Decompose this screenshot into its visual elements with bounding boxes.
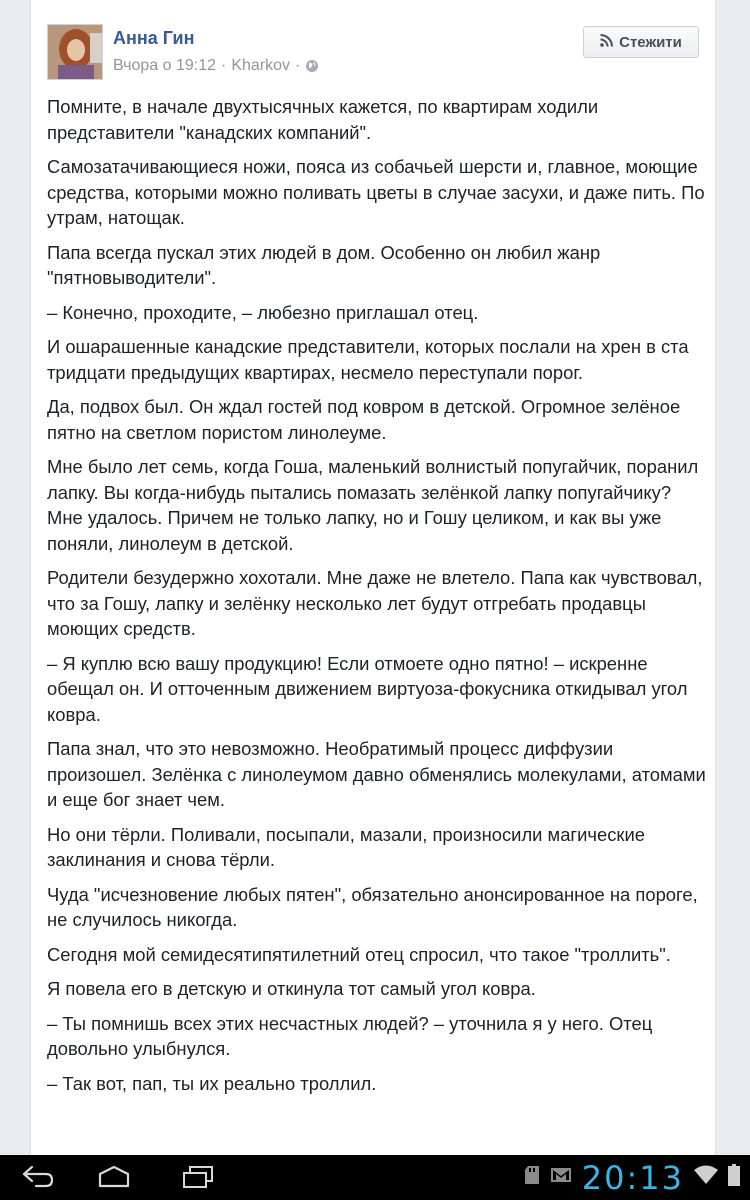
meta-separator: · [295,57,301,74]
post-paragraph: – Я куплю всю вашу продукцию! Если отмоете одно пятно! – искренне обещал он. И отточенным движением виртуоза-фокусника откидывал угол ковра. [47,652,688,725]
status-clock: 20:13 [581,1158,684,1197]
battery-icon [728,1164,740,1191]
post-paragraph: – Конечно, проходите, – любезно приглашал отец. [47,301,479,323]
post-paragraph: Но они тёрли. Поливали, посыпали, мазали, произносили магические заклинания и снова тёрли. [47,823,645,870]
globe-icon [305,59,319,73]
post-paragraph: Мне было лет семь, когда Гоша, маленький волнистый попугайчик, поранил лапку. Вы когда-нибудь пытались помазать зелёнкой лапку попугайчику? Мне удалось. Причем не только лапку, но и Гошу целиком, и как вы уже поняли, линолеум в детской. [47,456,699,554]
post-paragraph: – Так вот, пап, ты их реально троллил. [47,1072,377,1094]
recent-apps-icon[interactable] [180,1164,216,1195]
follow-button[interactable] [583,26,699,58]
post-location[interactable]: Kharkov [231,57,291,74]
post-card [30,0,716,1155]
author-name[interactable]: Анна Гин [113,28,195,48]
post-paragraph: – Ты помнишь всех этих несчастных людей? – уточнила я у него. Отец довольно улыбнулся. [47,1012,653,1059]
post-meta [113,57,319,75]
rss-icon [600,34,613,51]
post-paragraph: Родители безудержно хохотали. Мне даже не влетело. Папа как чувствовал, что за Гошу, лапку и зелёнку несколько лет будут отгребать продавцы моющих средств. [47,567,703,639]
post-time[interactable]: Вчора о 19:12 [113,57,216,74]
post-body [47,94,707,1105]
post-paragraph: Чуда "исчезновение любых пятен", обязательно анонсированное на пороге, не случилось никогда. [47,883,698,930]
follow-label: Стежити [619,33,682,51]
system-navigation-bar [0,1155,750,1200]
post-header [31,0,715,96]
post-paragraph: Помните, в начале двухтысячных кажется, по квартирам ходили представители "канадских компаний". [47,96,599,143]
meta-separator: · [221,57,227,74]
back-icon[interactable] [20,1164,56,1195]
post-paragraph: Самозатачивающиеся ножи, пояса из собачьей шерсти и, главное, моющие средства, которыми можно поливать цветы в случае засухи, и даже пить. По утрам, натощак. [47,156,705,228]
post-paragraph: Да, подвох был. Он ждал гостей под ковром в детской. Огромное зелёное пятно на светлом пористом линолеуме. [47,396,681,443]
sd-card-icon [524,1165,540,1190]
post-paragraph: Папа знал, что это невозможно. Необратимый процесс диффузии произошел. Зелёнка с линолеумом давно обменялись молекулами, атомами и еще бог знает чем. [47,738,706,810]
post-paragraph: Папа всегда пускал этих людей в дом. Особенно он любил жанр "пятновыводители". [47,241,601,288]
post-paragraph: Я повела его в детскую и откинула тот самый угол ковра. [47,978,536,999]
author-avatar[interactable] [47,24,103,80]
post-paragraph: Сегодня мой семидесятипятилетний отец спросил, что такое "троллить". [47,943,671,965]
status-area [524,1155,740,1200]
home-icon[interactable] [94,1164,134,1195]
wifi-icon [694,1165,718,1190]
gmail-icon [550,1166,572,1189]
post-paragraph: И ошарашенные канадские представители, которых послали на хрен в ста тридцати предыдущих квартирах, несмело переступали порог. [47,336,689,383]
